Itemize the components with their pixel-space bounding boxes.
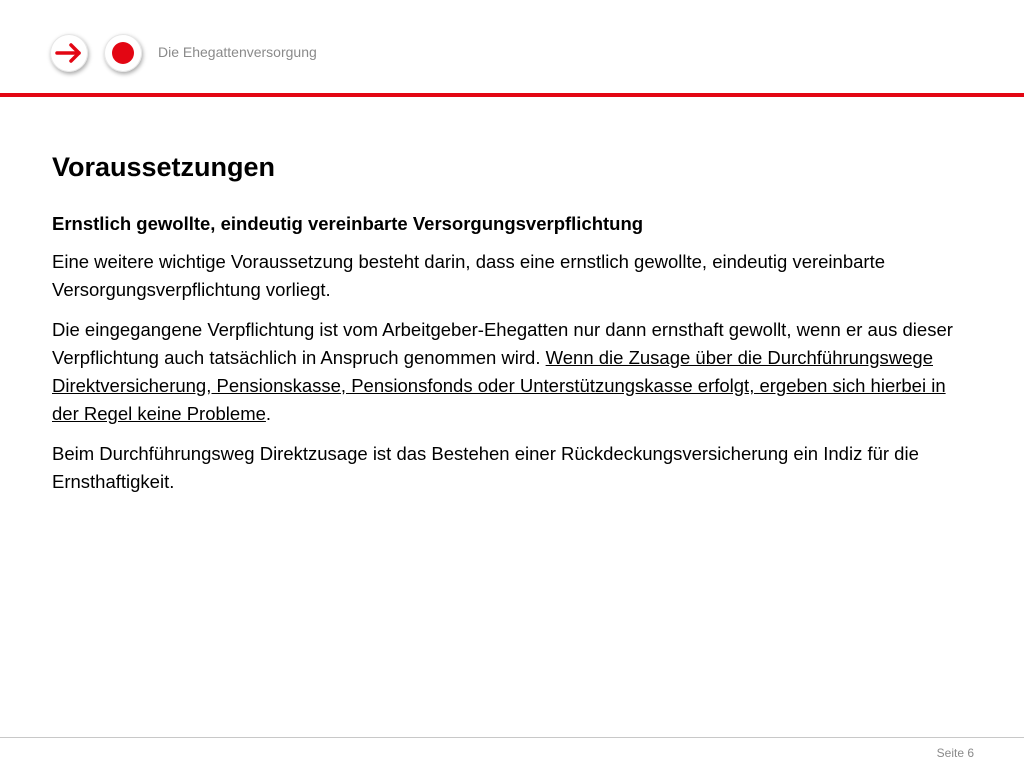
breadcrumb: Die Ehegattenversorgung: [158, 44, 317, 60]
dot-button[interactable]: [104, 34, 142, 72]
paragraph-2-text: Die eingegangene Verpflichtung ist vom Arbeitgeber-Ehegatten nur dann ernsthaft gewollt, wenn er aus dieser Verpflichtung auch tatsächlich in Anspruch genommen wird.: [52, 319, 953, 368]
paragraph-3: Beim Durchführungsweg Direktzusage ist das Bestehen einer Rückdeckungsversicherung ein Indiz für die Ernsthaftigkeit.: [52, 443, 919, 492]
page-title: Voraussetzungen: [52, 152, 276, 182]
paragraph-2-underlined-text: Wenn die Zusage über die Durchführungswege Direktversicherung, Pensionskasse, Pensionsfonds oder Unterstützungskasse erfolgt, ergeben sich hierbei in der Regel keine Probleme: [52, 347, 946, 424]
paragraph-2-end: .: [265, 403, 272, 424]
red-dot-icon: [104, 34, 142, 72]
paragraph-2: [52, 316, 972, 428]
arrow-button[interactable]: [50, 34, 88, 72]
arrow-right-icon: [50, 34, 88, 72]
main-content: [52, 150, 972, 496]
page-number: Seite 6: [936, 746, 974, 760]
section-subtitle: Ernstlich gewollte, eindeutig vereinbarte Versorgungsverpflichtung: [52, 213, 644, 234]
paragraph-1: Eine weitere wichtige Voraussetzung besteht darin, dass eine ernstlich gewollte, eindeutig vereinbarte Versorgungsverpflichtung vorliegt.: [52, 251, 885, 300]
header-divider: [0, 93, 1024, 97]
header: [0, 0, 1024, 100]
footer-divider: [0, 737, 1024, 738]
